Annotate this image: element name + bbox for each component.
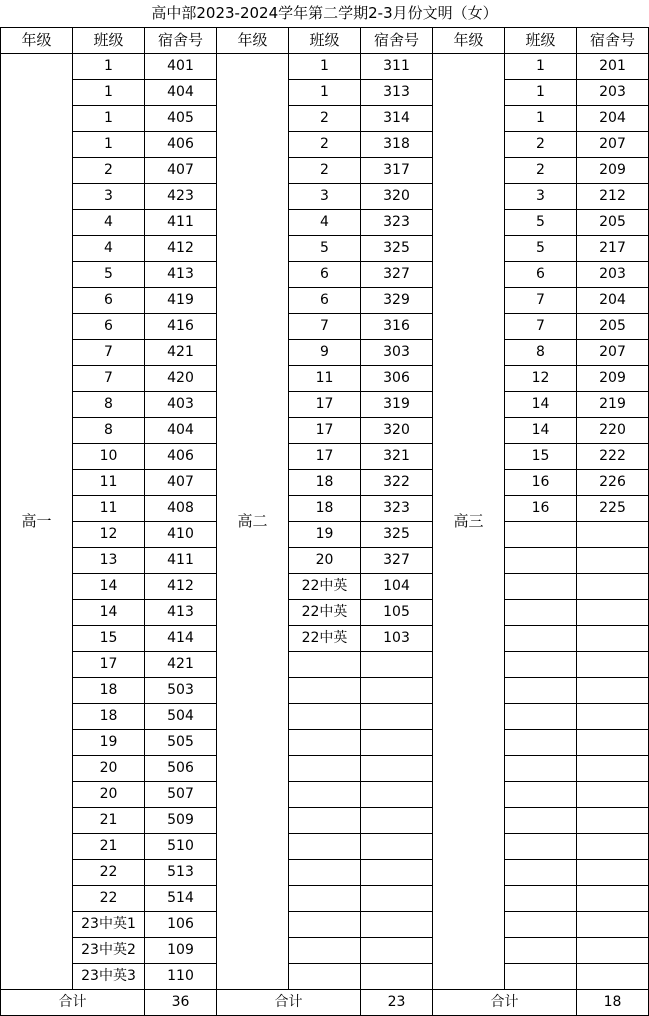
class-cell: 19 <box>73 730 145 756</box>
class-cell: 6 <box>289 288 361 314</box>
room-cell: 204 <box>577 288 649 314</box>
class-cell <box>289 652 361 678</box>
class-cell: 1 <box>289 54 361 80</box>
class-cell <box>505 834 577 860</box>
table-row <box>1 834 649 860</box>
table-row <box>1 548 649 574</box>
table-row <box>1 756 649 782</box>
total-label: 合计 <box>433 990 577 1016</box>
class-cell: 1 <box>505 54 577 80</box>
room-cell: 411 <box>145 548 217 574</box>
class-cell: 17 <box>73 652 145 678</box>
room-cell: 419 <box>145 288 217 314</box>
class-cell: 1 <box>505 106 577 132</box>
class-cell: 18 <box>289 470 361 496</box>
room-cell: 106 <box>145 912 217 938</box>
room-cell: 226 <box>577 470 649 496</box>
room-cell: 403 <box>145 392 217 418</box>
room-cell: 225 <box>577 496 649 522</box>
class-cell: 6 <box>505 262 577 288</box>
class-cell <box>505 964 577 990</box>
class-cell: 18 <box>289 496 361 522</box>
room-cell <box>577 704 649 730</box>
table-body <box>1 54 649 990</box>
class-cell: 17 <box>289 444 361 470</box>
class-cell <box>289 912 361 938</box>
room-cell: 325 <box>361 522 433 548</box>
room-cell <box>361 678 433 704</box>
room-cell: 509 <box>145 808 217 834</box>
table-row <box>1 418 649 444</box>
class-cell <box>505 626 577 652</box>
room-cell: 110 <box>145 964 217 990</box>
class-cell: 4 <box>73 210 145 236</box>
class-cell: 20 <box>289 548 361 574</box>
room-cell: 222 <box>577 444 649 470</box>
table-row <box>1 704 649 730</box>
class-cell: 22 <box>73 886 145 912</box>
table-row <box>1 54 649 80</box>
room-cell: 311 <box>361 54 433 80</box>
room-cell: 421 <box>145 340 217 366</box>
room-cell: 408 <box>145 496 217 522</box>
class-cell <box>505 574 577 600</box>
room-cell <box>577 678 649 704</box>
table-row <box>1 392 649 418</box>
table-row <box>1 782 649 808</box>
room-cell: 205 <box>577 210 649 236</box>
room-cell <box>577 782 649 808</box>
class-cell: 2 <box>505 158 577 184</box>
class-cell: 16 <box>505 496 577 522</box>
room-cell: 203 <box>577 80 649 106</box>
room-cell <box>577 964 649 990</box>
class-cell: 8 <box>73 418 145 444</box>
class-cell <box>289 886 361 912</box>
table-row <box>1 938 649 964</box>
room-cell: 327 <box>361 548 433 574</box>
total-label: 合计 <box>217 990 361 1016</box>
class-cell: 7 <box>505 288 577 314</box>
class-cell <box>505 600 577 626</box>
room-cell <box>577 808 649 834</box>
table-row <box>1 964 649 990</box>
room-cell: 405 <box>145 106 217 132</box>
class-cell <box>289 782 361 808</box>
table-row <box>1 184 649 210</box>
class-cell: 20 <box>73 756 145 782</box>
table-row <box>1 158 649 184</box>
class-cell: 14 <box>505 392 577 418</box>
room-cell <box>361 652 433 678</box>
table-row <box>1 288 649 314</box>
class-cell: 18 <box>73 678 145 704</box>
class-cell <box>505 756 577 782</box>
room-cell: 314 <box>361 106 433 132</box>
table-row <box>1 496 649 522</box>
room-cell: 420 <box>145 366 217 392</box>
class-cell: 11 <box>73 470 145 496</box>
class-cell <box>289 860 361 886</box>
class-cell: 3 <box>505 184 577 210</box>
table-row <box>1 444 649 470</box>
room-cell: 322 <box>361 470 433 496</box>
class-cell: 6 <box>73 288 145 314</box>
grade-cell: 高三 <box>433 54 505 990</box>
room-cell: 320 <box>361 184 433 210</box>
class-cell <box>289 938 361 964</box>
class-cell: 10 <box>73 444 145 470</box>
room-cell: 510 <box>145 834 217 860</box>
room-cell <box>361 834 433 860</box>
class-cell: 2 <box>289 132 361 158</box>
room-cell <box>577 860 649 886</box>
table-row <box>1 522 649 548</box>
class-cell: 12 <box>505 366 577 392</box>
class-cell: 7 <box>73 340 145 366</box>
room-cell: 316 <box>361 314 433 340</box>
class-cell: 17 <box>289 418 361 444</box>
class-cell: 4 <box>289 210 361 236</box>
room-cell: 103 <box>361 626 433 652</box>
class-cell: 1 <box>73 132 145 158</box>
room-cell <box>577 600 649 626</box>
class-cell: 22中英 <box>289 600 361 626</box>
header-room: 宿舍号 <box>145 28 217 54</box>
total-row <box>1 990 649 1016</box>
room-cell <box>577 522 649 548</box>
class-cell: 1 <box>73 80 145 106</box>
class-cell: 2 <box>505 132 577 158</box>
room-cell <box>361 860 433 886</box>
room-cell <box>577 574 649 600</box>
room-cell: 219 <box>577 392 649 418</box>
room-cell: 209 <box>577 366 649 392</box>
room-cell: 411 <box>145 210 217 236</box>
room-cell: 318 <box>361 132 433 158</box>
class-cell: 23中英3 <box>73 964 145 990</box>
header-class: 班级 <box>505 28 577 54</box>
class-cell: 6 <box>289 262 361 288</box>
grade-cell: 高二 <box>217 54 289 990</box>
room-cell: 506 <box>145 756 217 782</box>
room-cell: 407 <box>145 470 217 496</box>
room-cell <box>577 756 649 782</box>
room-cell: 109 <box>145 938 217 964</box>
room-cell: 220 <box>577 418 649 444</box>
room-cell: 303 <box>361 340 433 366</box>
room-cell: 313 <box>361 80 433 106</box>
table-row <box>1 574 649 600</box>
class-cell <box>505 652 577 678</box>
room-cell <box>361 782 433 808</box>
header-class: 班级 <box>73 28 145 54</box>
class-cell <box>505 548 577 574</box>
room-cell <box>361 912 433 938</box>
room-cell: 421 <box>145 652 217 678</box>
class-cell: 9 <box>289 340 361 366</box>
room-cell <box>361 704 433 730</box>
class-cell: 5 <box>289 236 361 262</box>
room-cell: 329 <box>361 288 433 314</box>
class-cell: 2 <box>289 158 361 184</box>
room-cell <box>361 886 433 912</box>
class-cell: 21 <box>73 834 145 860</box>
table-row <box>1 210 649 236</box>
room-cell: 205 <box>577 314 649 340</box>
header-room: 宿舍号 <box>361 28 433 54</box>
table-row <box>1 132 649 158</box>
room-cell: 320 <box>361 418 433 444</box>
room-cell: 306 <box>361 366 433 392</box>
class-cell: 1 <box>505 80 577 106</box>
room-cell: 503 <box>145 678 217 704</box>
room-cell: 507 <box>145 782 217 808</box>
room-cell: 514 <box>145 886 217 912</box>
room-cell <box>361 938 433 964</box>
room-cell <box>577 652 649 678</box>
class-cell: 1 <box>73 106 145 132</box>
room-cell: 513 <box>145 860 217 886</box>
room-cell: 414 <box>145 626 217 652</box>
room-cell <box>361 756 433 782</box>
class-cell: 5 <box>505 236 577 262</box>
class-cell: 22中英 <box>289 574 361 600</box>
room-cell <box>577 912 649 938</box>
class-cell <box>289 704 361 730</box>
class-cell: 23中英2 <box>73 938 145 964</box>
room-cell: 323 <box>361 210 433 236</box>
class-cell <box>505 730 577 756</box>
grade-cell: 高一 <box>1 54 73 990</box>
room-cell: 413 <box>145 262 217 288</box>
class-cell: 7 <box>289 314 361 340</box>
class-cell: 7 <box>73 366 145 392</box>
class-cell: 15 <box>505 444 577 470</box>
room-cell: 416 <box>145 314 217 340</box>
class-cell: 6 <box>73 314 145 340</box>
room-cell: 404 <box>145 80 217 106</box>
table-row <box>1 886 649 912</box>
class-cell <box>289 756 361 782</box>
class-cell: 4 <box>73 236 145 262</box>
table-row <box>1 236 649 262</box>
room-cell: 412 <box>145 574 217 600</box>
room-cell: 212 <box>577 184 649 210</box>
class-cell <box>505 522 577 548</box>
class-cell: 8 <box>505 340 577 366</box>
room-cell <box>361 808 433 834</box>
header-row <box>1 28 649 54</box>
class-cell: 12 <box>73 522 145 548</box>
table-row <box>1 366 649 392</box>
room-cell: 404 <box>145 418 217 444</box>
header-room: 宿舍号 <box>577 28 649 54</box>
room-cell: 327 <box>361 262 433 288</box>
room-cell: 203 <box>577 262 649 288</box>
room-cell: 317 <box>361 158 433 184</box>
table-row <box>1 340 649 366</box>
header-class: 班级 <box>289 28 361 54</box>
class-cell: 14 <box>73 600 145 626</box>
total-value: 36 <box>145 990 217 1016</box>
table-row <box>1 470 649 496</box>
class-cell: 1 <box>289 80 361 106</box>
class-cell: 20 <box>73 782 145 808</box>
room-cell <box>577 730 649 756</box>
room-cell: 406 <box>145 444 217 470</box>
room-cell: 104 <box>361 574 433 600</box>
table-row <box>1 626 649 652</box>
header-grade: 年级 <box>433 28 505 54</box>
class-cell: 5 <box>505 210 577 236</box>
room-cell: 413 <box>145 600 217 626</box>
class-cell: 18 <box>73 704 145 730</box>
room-cell: 321 <box>361 444 433 470</box>
class-cell: 17 <box>289 392 361 418</box>
room-cell: 105 <box>361 600 433 626</box>
class-cell <box>505 704 577 730</box>
room-cell: 207 <box>577 132 649 158</box>
room-cell: 505 <box>145 730 217 756</box>
class-cell: 22中英 <box>289 626 361 652</box>
room-cell <box>577 626 649 652</box>
room-cell <box>577 938 649 964</box>
room-cell: 407 <box>145 158 217 184</box>
class-cell: 7 <box>505 314 577 340</box>
table-row <box>1 912 649 938</box>
room-cell: 410 <box>145 522 217 548</box>
table-row <box>1 106 649 132</box>
room-cell: 217 <box>577 236 649 262</box>
room-cell: 504 <box>145 704 217 730</box>
class-cell <box>289 834 361 860</box>
class-cell <box>289 808 361 834</box>
class-cell: 14 <box>505 418 577 444</box>
class-cell: 22 <box>73 860 145 886</box>
table-row <box>1 314 649 340</box>
table-row <box>1 808 649 834</box>
class-cell: 23中英1 <box>73 912 145 938</box>
class-cell: 8 <box>73 392 145 418</box>
class-cell <box>505 938 577 964</box>
room-cell: 325 <box>361 236 433 262</box>
table-row <box>1 80 649 106</box>
room-cell <box>361 964 433 990</box>
room-cell <box>577 548 649 574</box>
class-cell: 21 <box>73 808 145 834</box>
class-cell <box>505 678 577 704</box>
room-cell: 209 <box>577 158 649 184</box>
class-cell: 3 <box>73 184 145 210</box>
total-label: 合计 <box>1 990 145 1016</box>
room-cell: 412 <box>145 236 217 262</box>
class-cell: 1 <box>73 54 145 80</box>
room-cell: 319 <box>361 392 433 418</box>
room-cell <box>361 730 433 756</box>
table-row <box>1 262 649 288</box>
table-row <box>1 730 649 756</box>
class-cell: 2 <box>73 158 145 184</box>
class-cell <box>289 964 361 990</box>
table-row <box>1 860 649 886</box>
class-cell: 15 <box>73 626 145 652</box>
class-cell <box>505 860 577 886</box>
class-cell: 3 <box>289 184 361 210</box>
room-cell: 423 <box>145 184 217 210</box>
room-cell: 401 <box>145 54 217 80</box>
room-cell: 204 <box>577 106 649 132</box>
class-cell: 11 <box>289 366 361 392</box>
class-cell <box>289 678 361 704</box>
class-cell <box>505 912 577 938</box>
sheet-title: 高中部2023-2024学年第二学期2-3月份文明（女） <box>151 4 498 22</box>
table-row <box>1 600 649 626</box>
class-cell: 16 <box>505 470 577 496</box>
class-cell <box>289 730 361 756</box>
class-cell: 19 <box>289 522 361 548</box>
room-cell: 323 <box>361 496 433 522</box>
table-row <box>1 652 649 678</box>
total-value: 18 <box>577 990 649 1016</box>
class-cell <box>505 886 577 912</box>
room-cell: 406 <box>145 132 217 158</box>
class-cell: 13 <box>73 548 145 574</box>
class-cell <box>505 808 577 834</box>
class-cell: 11 <box>73 496 145 522</box>
header-grade: 年级 <box>217 28 289 54</box>
table-row <box>1 678 649 704</box>
dormitory-table <box>0 27 649 1016</box>
header-grade: 年级 <box>1 28 73 54</box>
room-cell: 201 <box>577 54 649 80</box>
class-cell: 5 <box>73 262 145 288</box>
room-cell <box>577 886 649 912</box>
class-cell: 2 <box>289 106 361 132</box>
class-cell: 14 <box>73 574 145 600</box>
room-cell <box>577 834 649 860</box>
room-cell: 207 <box>577 340 649 366</box>
class-cell <box>505 782 577 808</box>
total-value: 23 <box>361 990 433 1016</box>
